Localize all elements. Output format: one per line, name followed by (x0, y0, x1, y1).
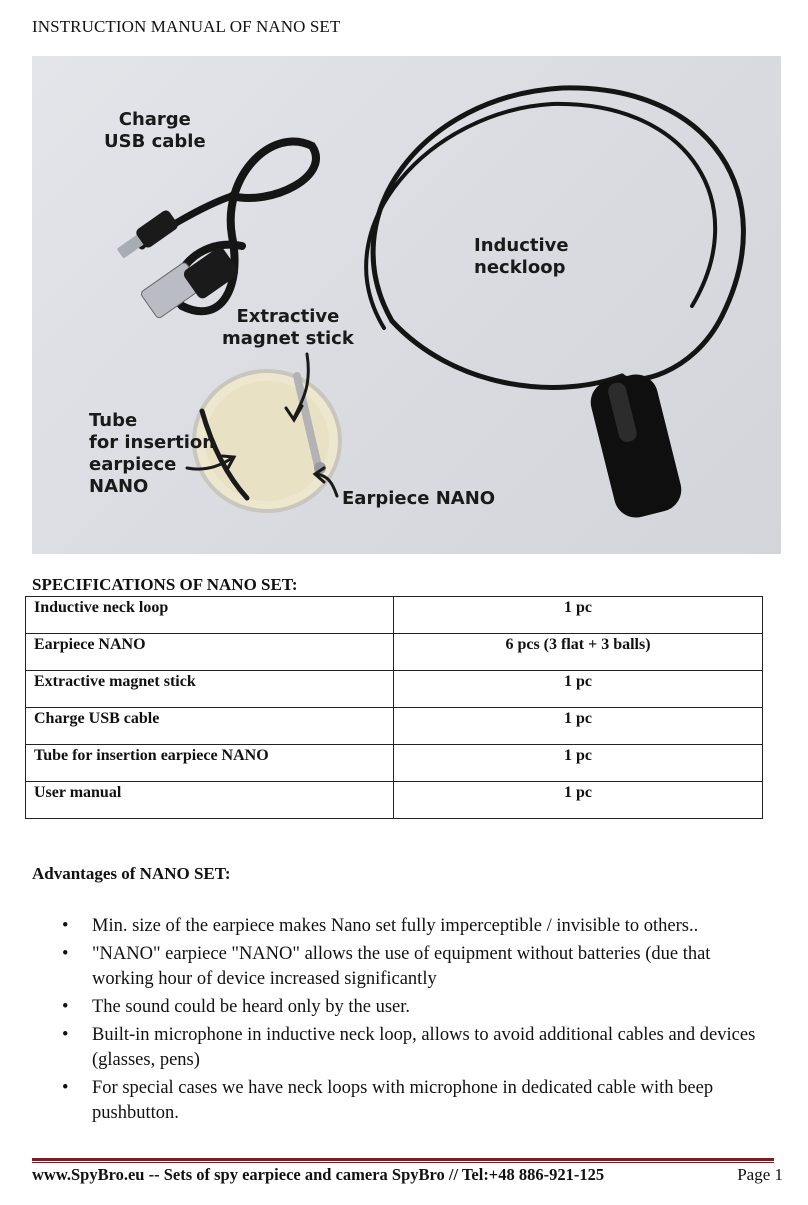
label-usb-cable (104, 109, 206, 153)
bullet: • (62, 1025, 69, 1045)
spec-qty: 1 pc (394, 782, 763, 819)
advantages-list (58, 914, 770, 1129)
label-earpiece: Earpiece NANO (342, 488, 496, 509)
table-row (26, 597, 763, 634)
footer-divider-thin (32, 1162, 774, 1163)
table-row (26, 745, 763, 782)
label-magnet-line1: Extractive (236, 306, 340, 327)
advantage-text: For special cases we have neck loops with microphone in dedicated cable with beep pushbutton. (92, 1078, 714, 1123)
spec-item: Inductive neck loop (26, 597, 394, 634)
document-title: INSTRUCTION MANUAL OF NANO SET (32, 17, 341, 36)
advantage-text: "NANO" earpiece "NANO" allows the use of equipment without batteries (due that working hour of device increased significantly (92, 944, 711, 989)
label-neckloop (474, 235, 569, 279)
bullet: • (62, 916, 69, 936)
bullet: • (62, 1078, 69, 1098)
bullet: • (62, 997, 69, 1017)
spec-qty: 1 pc (394, 671, 763, 708)
advantage-text: Built-in microphone in inductive neck loop, allows to avoid additional cables and devices (glasses, pens) (92, 1025, 756, 1070)
list-item (58, 995, 770, 1020)
label-tube-line1: Tube (89, 410, 138, 431)
label-usb-line2: USB cable (104, 131, 206, 152)
label-magnet-stick (222, 306, 354, 350)
list-item (58, 1076, 770, 1126)
table-row (26, 782, 763, 819)
bullet: • (62, 944, 69, 964)
label-usb-line1: Charge (118, 109, 191, 130)
label-neck-line2: neckloop (474, 257, 566, 278)
spec-item: Tube for insertion earpiece NANO (26, 745, 394, 782)
dish-image (194, 371, 340, 511)
label-tube-line2: for insertion (89, 432, 216, 453)
neckloop-receiver-image (586, 370, 686, 522)
label-tube-line3: earpiece (89, 454, 177, 475)
spec-qty: 6 pcs (3 flat + 3 balls) (394, 634, 763, 671)
advantage-text: Min. size of the earpiece makes Nano set fully imperceptible / invisible to others.. (92, 916, 699, 936)
spec-item: User manual (26, 782, 394, 819)
label-tube (89, 410, 215, 498)
page-number: Page 1 (737, 1165, 783, 1184)
spec-item: Earpiece NANO (26, 634, 394, 671)
spec-item: Charge USB cable (26, 708, 394, 745)
label-neck-line1: Inductive (474, 235, 569, 256)
table-row (26, 708, 763, 745)
product-photo (32, 56, 781, 554)
list-item (58, 942, 770, 992)
advantage-text: The sound could be heard only by the user. (92, 997, 411, 1017)
spec-item: Extractive magnet stick (26, 671, 394, 708)
spec-qty: 1 pc (394, 597, 763, 634)
table-row (26, 671, 763, 708)
specifications-table (25, 596, 763, 819)
spec-qty: 1 pc (394, 745, 763, 782)
footer-divider (32, 1158, 774, 1161)
label-magnet-line2: magnet stick (222, 328, 354, 349)
specifications-title: SPECIFICATIONS OF NANO SET: (32, 575, 298, 594)
list-item (58, 914, 770, 939)
label-tube-line4: NANO (89, 476, 149, 497)
footer-text: www.SpyBro.eu -- Sets of spy earpiece and camera SpyBro // Tel:+48 886-921-125 (32, 1165, 605, 1184)
list-item (58, 1023, 770, 1073)
spec-qty: 1 pc (394, 708, 763, 745)
table-row (26, 634, 763, 671)
advantages-title: Advantages of NANO SET: (32, 864, 231, 883)
